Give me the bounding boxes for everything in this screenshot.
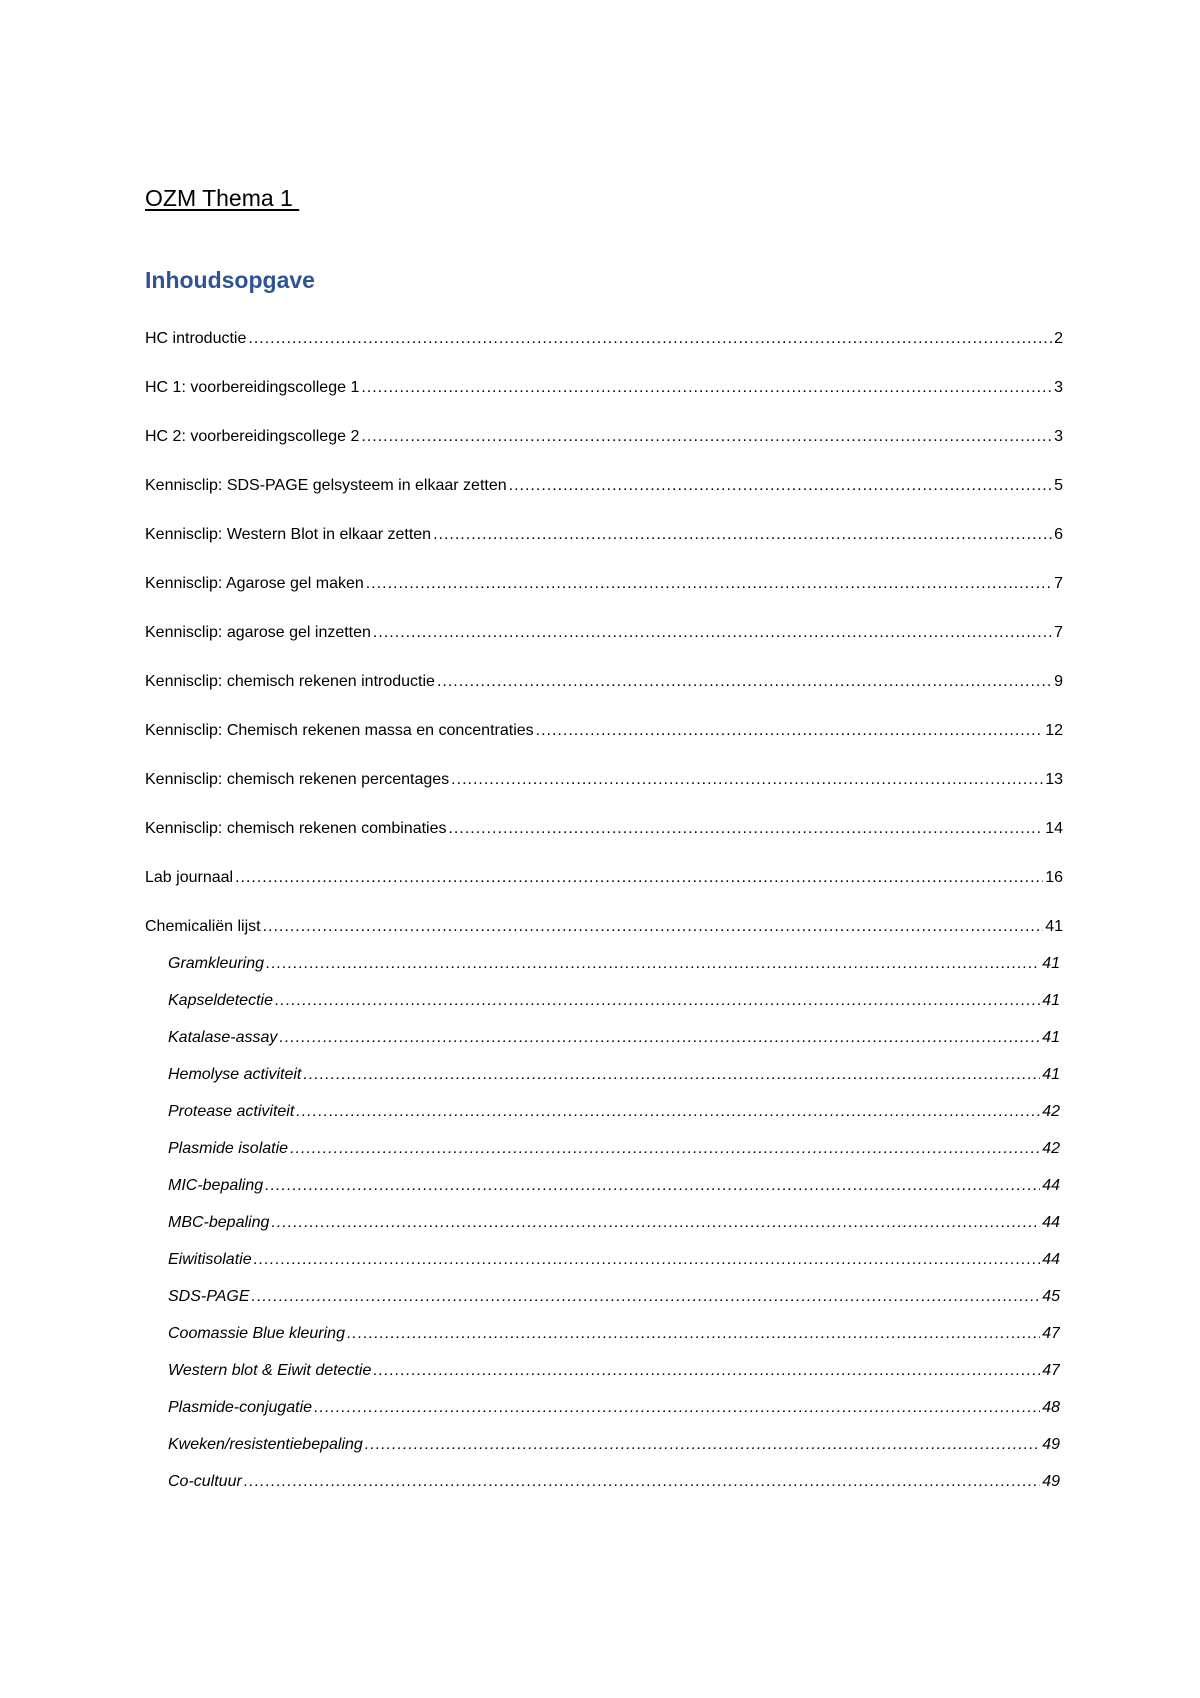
toc-subentry-label: Protease activiteit — [168, 1103, 295, 1120]
toc-entry-label: Kennisclip: chemisch rekenen combinaties — [145, 820, 447, 837]
toc-entry-label: Kennisclip: SDS-PAGE gelsysteem in elkaar zetten — [145, 477, 507, 494]
toc-subentry[interactable] — [168, 1471, 1060, 1493]
toc-page-number: 13 — [1045, 771, 1063, 788]
toc-leader — [373, 622, 1052, 644]
document-title: OZM Thema 1 — [145, 185, 300, 211]
toc-page-number: 49 — [1042, 1473, 1060, 1490]
toc-entry-label: Kennisclip: chemisch rekenen introductie — [145, 673, 435, 690]
toc-page-number: 3 — [1054, 428, 1063, 445]
toc-leader — [248, 328, 1052, 350]
toc-subentry-label: SDS-PAGE — [168, 1288, 250, 1305]
toc-leader — [252, 1286, 1041, 1308]
toc-entry-label: HC 1: voorbereidingscollege 1 — [145, 379, 360, 396]
toc-leader — [271, 1212, 1040, 1234]
toc-subentry[interactable] — [168, 1175, 1060, 1197]
toc-page-number: 42 — [1042, 1103, 1060, 1120]
toc-subentry-label: Kweken/resistentiebepaling — [168, 1436, 363, 1453]
toc-entry[interactable] — [145, 573, 1063, 595]
toc-leader — [265, 1175, 1040, 1197]
toc-subentry-label: Plasmide isolatie — [168, 1140, 289, 1157]
toc-leader — [361, 426, 1052, 448]
toc-subentry-label: Kapseldetectie — [168, 992, 273, 1009]
toc-subentry[interactable] — [168, 1360, 1060, 1382]
toc-entry[interactable] — [145, 818, 1063, 840]
toc-leader — [509, 475, 1052, 497]
toc-subentry[interactable] — [168, 1064, 1060, 1086]
toc-leader — [347, 1323, 1040, 1345]
toc-leader — [244, 1471, 1040, 1493]
toc-subentry-label: Gramkleuring — [168, 955, 265, 972]
toc-leader — [433, 524, 1052, 546]
toc-leader — [303, 1064, 1040, 1086]
toc-subentry-label: Plasmide-conjugatie — [168, 1399, 313, 1416]
toc-leader — [296, 1101, 1040, 1123]
toc-page-number: 47 — [1042, 1325, 1060, 1342]
toc-subentry[interactable] — [168, 953, 1060, 975]
toc-subentry-label: Co-cultuur — [168, 1473, 242, 1490]
toc-leader — [373, 1360, 1040, 1382]
toc-subentry[interactable] — [168, 1138, 1060, 1160]
toc-entry[interactable] — [145, 671, 1063, 693]
toc-leader — [366, 573, 1052, 595]
toc-subentry-label: Eiwitisolatie — [168, 1251, 252, 1268]
toc-leader — [437, 671, 1052, 693]
toc-subentry[interactable] — [168, 1212, 1060, 1234]
toc-leader — [361, 377, 1052, 399]
toc-leader — [235, 867, 1043, 889]
toc-subentry[interactable] — [168, 1027, 1060, 1049]
toc-page-number: 7 — [1054, 624, 1063, 641]
toc-entry[interactable] — [145, 867, 1063, 889]
toc-subentry-label: MBC-bepaling — [168, 1214, 270, 1231]
toc-leader — [279, 1027, 1040, 1049]
toc-subentry-label: Western blot & Eiwit detectie — [168, 1362, 372, 1379]
toc-page-number: 42 — [1042, 1140, 1060, 1157]
toc-leader — [314, 1397, 1040, 1419]
toc-subentry-label: Coomassie Blue kleuring — [168, 1325, 345, 1342]
toc-leader — [451, 769, 1043, 791]
toc-page-number: 3 — [1054, 379, 1063, 396]
toc-subentry-label: Hemolyse activiteit — [168, 1066, 302, 1083]
toc-subentry-label: MIC-bepaling — [168, 1177, 264, 1194]
toc-entry-label: Kennisclip: agarose gel inzetten — [145, 624, 371, 641]
toc-entry[interactable] — [145, 475, 1063, 497]
toc-subentry-label: Katalase-assay — [168, 1029, 278, 1046]
toc-entry-label: Chemicaliën lijst — [145, 918, 261, 935]
toc-page-number: 2 — [1054, 330, 1063, 347]
toc-leader — [290, 1138, 1040, 1160]
toc-page-number: 41 — [1042, 992, 1060, 1009]
toc-subentry[interactable] — [168, 1286, 1060, 1308]
toc-leader — [536, 720, 1044, 742]
toc-subentry[interactable] — [168, 1434, 1060, 1456]
toc-page-number: 41 — [1045, 918, 1063, 935]
toc-entry-label: HC 2: voorbereidingscollege 2 — [145, 428, 360, 445]
toc-page-number: 12 — [1045, 722, 1063, 739]
toc-page-number: 41 — [1042, 1066, 1060, 1083]
toc-page-number: 49 — [1042, 1436, 1060, 1453]
toc-entry[interactable] — [145, 524, 1063, 546]
toc-page-number: 5 — [1054, 477, 1063, 494]
toc-page-number: 9 — [1054, 673, 1063, 690]
toc-entry-label: Kennisclip: Agarose gel maken — [145, 575, 364, 592]
toc-leader — [254, 1249, 1041, 1271]
toc-page-number: 48 — [1042, 1399, 1060, 1416]
toc-entry[interactable] — [145, 769, 1063, 791]
toc-page-number: 7 — [1054, 575, 1063, 592]
toc-subentry[interactable] — [168, 1249, 1060, 1271]
toc-page-number: 44 — [1042, 1214, 1060, 1231]
toc-page-number: 41 — [1042, 1029, 1060, 1046]
toc-leader — [365, 1434, 1040, 1456]
toc-entry[interactable] — [145, 916, 1063, 938]
toc-page-number: 14 — [1045, 820, 1063, 837]
toc-leader — [263, 916, 1044, 938]
toc-page-number: 45 — [1042, 1288, 1060, 1305]
toc-leader — [275, 990, 1040, 1012]
toc-page-number: 16 — [1045, 869, 1063, 886]
toc-page-number: 47 — [1042, 1362, 1060, 1379]
toc-heading: Inhoudsopgave — [145, 267, 315, 293]
toc-page-number: 44 — [1042, 1177, 1060, 1194]
toc-leader — [448, 818, 1043, 840]
toc-entry-label: Kennisclip: chemisch rekenen percentages — [145, 771, 450, 788]
toc-subentry[interactable] — [168, 1101, 1060, 1123]
toc-entry-label: Lab journaal — [145, 869, 234, 886]
toc-entry-label: HC introductie — [145, 330, 247, 347]
toc-page-number: 44 — [1042, 1251, 1060, 1268]
toc-entry[interactable] — [145, 328, 1063, 350]
toc-entry[interactable] — [145, 720, 1063, 742]
toc-page-number: 41 — [1042, 955, 1060, 972]
toc-entry-label: Kennisclip: Western Blot in elkaar zetten — [145, 526, 432, 543]
toc-page-number: 6 — [1054, 526, 1063, 543]
toc-subentry[interactable] — [168, 990, 1060, 1012]
toc-subentry[interactable] — [168, 1323, 1060, 1345]
toc-entry-label: Kennisclip: Chemisch rekenen massa en concentraties — [145, 722, 534, 739]
toc-entry[interactable] — [145, 622, 1063, 644]
toc-entry[interactable] — [145, 377, 1063, 399]
toc-entry[interactable] — [145, 426, 1063, 448]
toc-subentry[interactable] — [168, 1397, 1060, 1419]
toc-leader — [266, 953, 1040, 975]
